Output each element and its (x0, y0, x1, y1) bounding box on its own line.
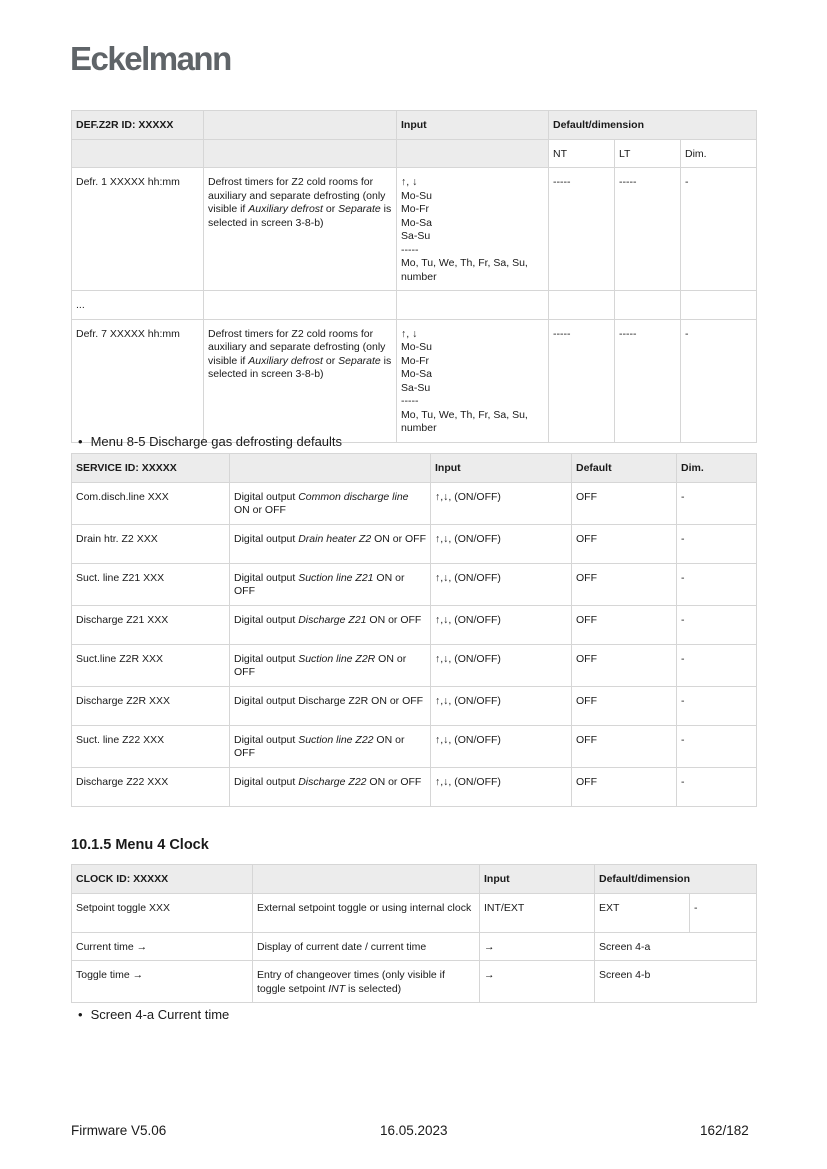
param-desc: Digital output Suction line Z22 ON or OFF (230, 725, 431, 767)
param-dim: - (677, 725, 757, 767)
footer-firmware: Firmware V5.06 (71, 1123, 167, 1138)
bullet-dot-icon: • (78, 1007, 83, 1022)
param-dim: - (681, 319, 757, 442)
param-name: Defr. 1 XXXXX hh:mm (72, 168, 204, 291)
table-row (72, 893, 757, 932)
table-row (72, 563, 757, 605)
param-input: ↑,↓, (ON/OFF) (431, 605, 572, 644)
header-desc (204, 111, 397, 140)
header-dim: Dim. (677, 454, 757, 483)
param-default: OFF (572, 563, 677, 605)
param-default: OFF (572, 644, 677, 686)
table-row (72, 961, 757, 1003)
param-default: OFF (572, 482, 677, 524)
param-desc: Digital output Discharge Z22 ON or OFF (230, 767, 431, 806)
param-name: Discharge Z22 XXX (72, 767, 230, 806)
param-desc: Display of current date / current time (253, 932, 480, 961)
param-desc: External setpoint toggle or using internal clock (253, 893, 480, 932)
param-dim: - (690, 893, 757, 932)
param-nt: ----- (549, 168, 615, 291)
table-header-row (72, 865, 757, 894)
param-name: Defr. 7 XXXXX hh:mm (72, 319, 204, 442)
param-dim: - (681, 168, 757, 291)
table-row (72, 524, 757, 563)
param-default: OFF (572, 725, 677, 767)
param-name: Current time → (72, 932, 253, 961)
param-name: Discharge Z2R XXX (72, 686, 230, 725)
bullet-dot-icon: • (78, 434, 83, 449)
param-default: OFF (572, 524, 677, 563)
table-row (72, 932, 757, 961)
subheader-nt: NT (549, 139, 615, 168)
header-default: Default/dimension (549, 111, 757, 140)
table-row (72, 644, 757, 686)
param-desc: Digital output Discharge Z21 ON or OFF (230, 605, 431, 644)
param-dim: - (677, 686, 757, 725)
param-dim: - (677, 644, 757, 686)
def-z2r-table (71, 110, 757, 443)
footer-page-number: 162/182 (700, 1123, 749, 1138)
param-input: ↑,↓, (ON/OFF) (431, 767, 572, 806)
param-dim: - (677, 482, 757, 524)
param-default: OFF (572, 767, 677, 806)
param-input: ↑,↓, (ON/OFF) (431, 482, 572, 524)
bullet-menu-8-5: • Menu 8-5 Discharge gas defrosting defaults (78, 434, 343, 449)
header-input: Input (431, 454, 572, 483)
param-desc: Entry of changeover times (only visible if toggle setpoint INT is selected) (253, 961, 480, 1003)
param-name: Com.disch.line XXX (72, 482, 230, 524)
header-desc (253, 865, 480, 894)
footer-date: 16.05.2023 (380, 1123, 448, 1138)
param-name: Discharge Z21 XXX (72, 605, 230, 644)
header-input: Input (397, 111, 549, 140)
param-input: ↑,↓, (ON/OFF) (431, 725, 572, 767)
param-desc: Digital output Drain heater Z2 ON or OFF (230, 524, 431, 563)
subheader-dim: Dim. (681, 139, 757, 168)
table-row (72, 767, 757, 806)
param-name: Toggle time → (72, 961, 253, 1003)
param-dim: - (677, 605, 757, 644)
ellipsis: ... (72, 291, 204, 320)
param-name: Suct.line Z2R XXX (72, 644, 230, 686)
param-dim: - (677, 524, 757, 563)
param-desc: Defrost timers for Z2 cold rooms for auxiliary and separate defrosting (only visible if Auxiliary defrost or Separate is selected in screen 3-8-b) (204, 168, 397, 291)
param-desc: Digital output Common discharge line ON or OFF (230, 482, 431, 524)
table-row-ellipsis (72, 291, 757, 320)
table-row (72, 686, 757, 725)
param-default: Screen 4-b (595, 961, 757, 1003)
param-desc: Digital output Discharge Z2R ON or OFF (230, 686, 431, 725)
param-nt: ----- (549, 319, 615, 442)
param-input: → (480, 932, 595, 961)
table-row (72, 168, 757, 291)
param-default: Screen 4-a (595, 932, 757, 961)
param-input: ↑,↓, (ON/OFF) (431, 644, 572, 686)
param-dim: - (677, 563, 757, 605)
header-default: Default/dimension (595, 865, 757, 894)
service-table (71, 453, 757, 807)
clock-table (71, 864, 757, 1003)
param-desc: Defrost timers for Z2 cold rooms for auxiliary and separate defrosting (only visible if Auxiliary defrost or Separate is selected in screen 3-8-b) (204, 319, 397, 442)
param-name: Suct. line Z21 XXX (72, 563, 230, 605)
header-desc (230, 454, 431, 483)
param-dim: - (677, 767, 757, 806)
param-input: ↑, ↓ Mo-Su Mo-Fr Mo-Sa Sa-Su ----- Mo, Tu, We, Th, Fr, Sa, Su, number (397, 319, 549, 442)
table-row (72, 605, 757, 644)
param-default: OFF (572, 686, 677, 725)
header-default: Default (572, 454, 677, 483)
param-default: EXT (595, 893, 690, 932)
param-name: Setpoint toggle XXX (72, 893, 253, 932)
table-row (72, 319, 757, 442)
header-id: CLOCK ID: XXXXX (72, 865, 253, 894)
bullet-screen-4-a: • Screen 4-a Current time (78, 1007, 230, 1022)
param-default: OFF (572, 605, 677, 644)
param-lt: ----- (615, 168, 681, 291)
param-input: → (480, 961, 595, 1003)
param-lt: ----- (615, 319, 681, 442)
table-row (72, 725, 757, 767)
company-logo: Eckelmann (70, 40, 231, 77)
header-id: DEF.Z2R ID: XXXXX (72, 111, 204, 140)
param-input: ↑,↓, (ON/OFF) (431, 563, 572, 605)
table-subheader-row (72, 139, 757, 168)
subheader-lt: LT (615, 139, 681, 168)
param-input: ↑,↓, (ON/OFF) (431, 686, 572, 725)
table-header-row (72, 111, 757, 140)
header-input: Input (480, 865, 595, 894)
param-input: ↑,↓, (ON/OFF) (431, 524, 572, 563)
table-row (72, 482, 757, 524)
table-header-row (72, 454, 757, 483)
section-heading: 10.1.5 Menu 4 Clock (71, 837, 209, 853)
param-desc: Digital output Suction line Z2R ON or OFF (230, 644, 431, 686)
param-input: INT/EXT (480, 893, 595, 932)
param-desc: Digital output Suction line Z21 ON or OFF (230, 563, 431, 605)
header-id: SERVICE ID: XXXXX (72, 454, 230, 483)
param-name: Suct. line Z22 XXX (72, 725, 230, 767)
param-input: ↑, ↓ Mo-Su Mo-Fr Mo-Sa Sa-Su ----- Mo, Tu, We, Th, Fr, Sa, Su, number (397, 168, 549, 291)
param-name: Drain htr. Z2 XXX (72, 524, 230, 563)
